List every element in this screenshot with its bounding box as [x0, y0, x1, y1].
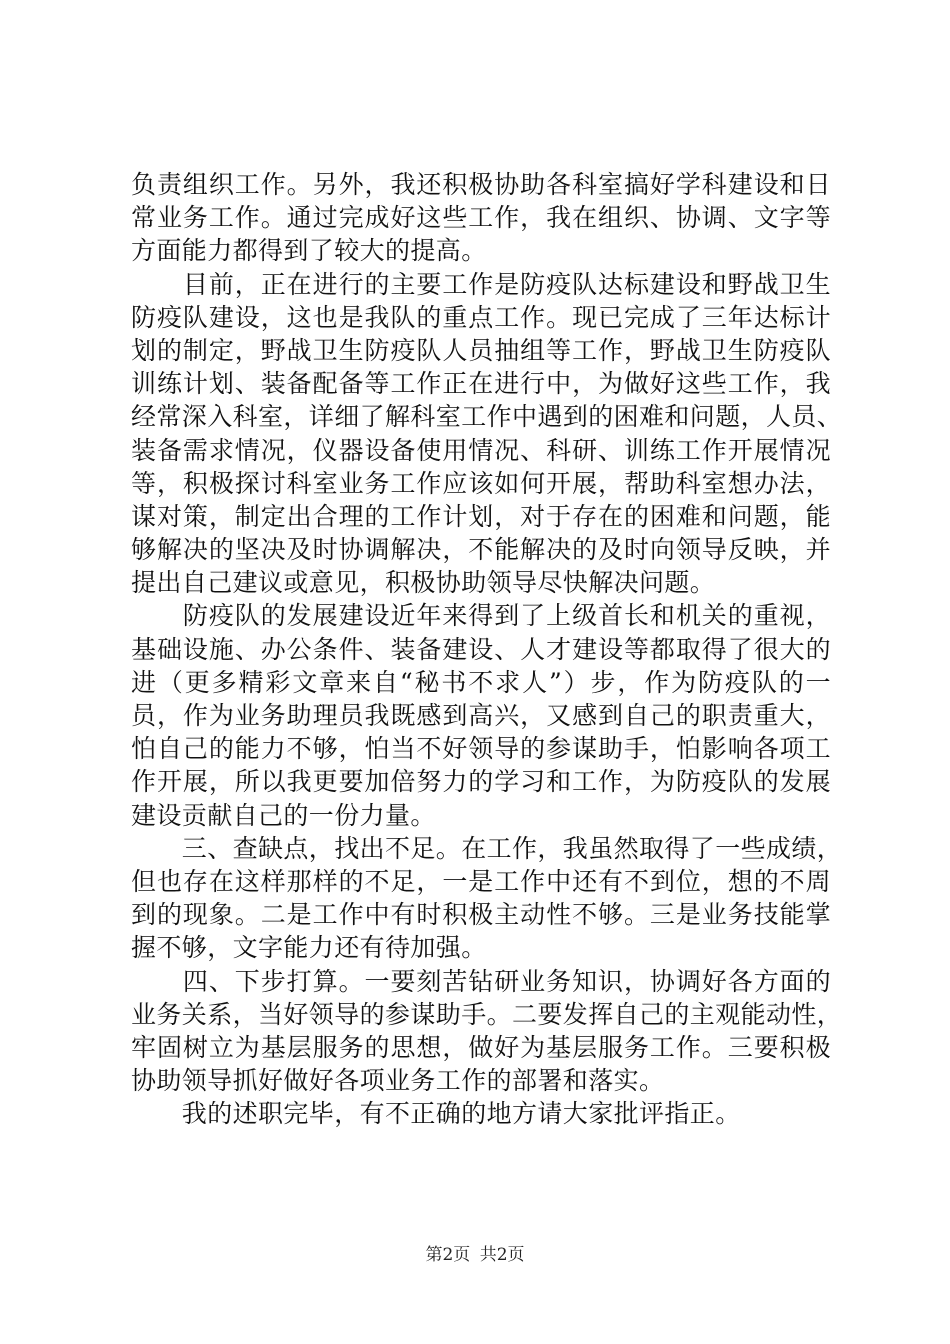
- text-line: 训练计划、装备配备等工作正在进行中，为做好这些工作，我: [131, 369, 831, 399]
- page-total: 共2页: [479, 1245, 525, 1265]
- text-line: 等，积极探讨科室业务工作应该如何开展，帮助科室想办法，: [131, 468, 831, 498]
- text-line: 怕自己的能力不够，怕当不好领导的参谋助手，怕影响各项工: [131, 734, 831, 764]
- text-line: 但也存在这样那样的不足，一是工作中还有不到位，想的不周: [131, 866, 831, 896]
- text-line: 够解决的坚决及时协调解决，不能解决的及时向领导反映，并: [131, 535, 831, 565]
- text-line: 作开展，所以我更要加倍努力的学习和工作，为防疫队的发展: [131, 767, 831, 797]
- text-line: 牢固树立为基层服务的思想，做好为基层服务工作。三要积极: [131, 1032, 831, 1062]
- text-line: 四、下步打算。一要刻苦钻研业务知识，协调好各方面的: [131, 966, 831, 996]
- text-line: 防疫队的发展建设近年来得到了上级首长和机关的重视，: [131, 601, 831, 631]
- text-line: 进（更多精彩文章来自“秘书不求人”）步，作为防疫队的一: [131, 667, 831, 697]
- text-line: 划的制定，野战卫生防疫队人员抽组等工作，野战卫生防疫队: [131, 335, 831, 365]
- text-line: 三、查缺点，找出不足。在工作，我虽然取得了一些成绩，: [131, 833, 843, 863]
- text-line: 握不够，文字能力还有待加强。: [131, 933, 487, 963]
- text-line: 建设贡献自己的一份力量。: [131, 800, 436, 830]
- body-text: [131, 168, 843, 1130]
- text-line: 提出自己建议或意见，积极协助领导尽快解决问题。: [131, 568, 716, 598]
- page-footer: [0, 1244, 950, 1266]
- text-line: 负责组织工作。另外，我还积极协助各科室搞好学科建设和日: [131, 170, 831, 199]
- text-line: 业务关系，当好领导的参谋助手。二要发挥自己的主观能动性，: [131, 999, 843, 1029]
- text-line: 装备需求情况，仪器设备使用情况、科研、训练工作开展情况: [131, 435, 831, 465]
- text-line: 谋对策，制定出合理的工作计划，对于存在的困难和问题，能: [131, 501, 831, 531]
- text-line: 方面能力都得到了较大的提高。: [131, 236, 487, 266]
- text-line: 常业务工作。通过完成好这些工作，我在组织、协调、文字等: [131, 203, 831, 233]
- page-number: 第2页: [425, 1245, 471, 1265]
- text-line: 协助领导抓好做好各项业务工作的部署和落实。: [131, 1066, 665, 1096]
- text-line: 我的述职完毕，有不正确的地方请大家批评指正。: [131, 1099, 741, 1129]
- text-line: 基础设施、办公条件、装备建设、人才建设等都取得了很大的: [131, 634, 831, 664]
- text-line: 目前，正在进行的主要工作是防疫队达标建设和野战卫生: [131, 269, 831, 299]
- text-line: 员，作为业务助理员我既感到高兴，又感到自己的职责重大，: [131, 701, 831, 730]
- text-line: 防疫队建设，这也是我队的重点工作。现已完成了三年达标计: [131, 302, 831, 332]
- text-line: 经常深入科室，详细了解科室工作中遇到的困难和问题，人员、: [131, 402, 843, 432]
- text-line: 到的现象。二是工作中有时积极主动性不够。三是业务技能掌: [131, 900, 831, 930]
